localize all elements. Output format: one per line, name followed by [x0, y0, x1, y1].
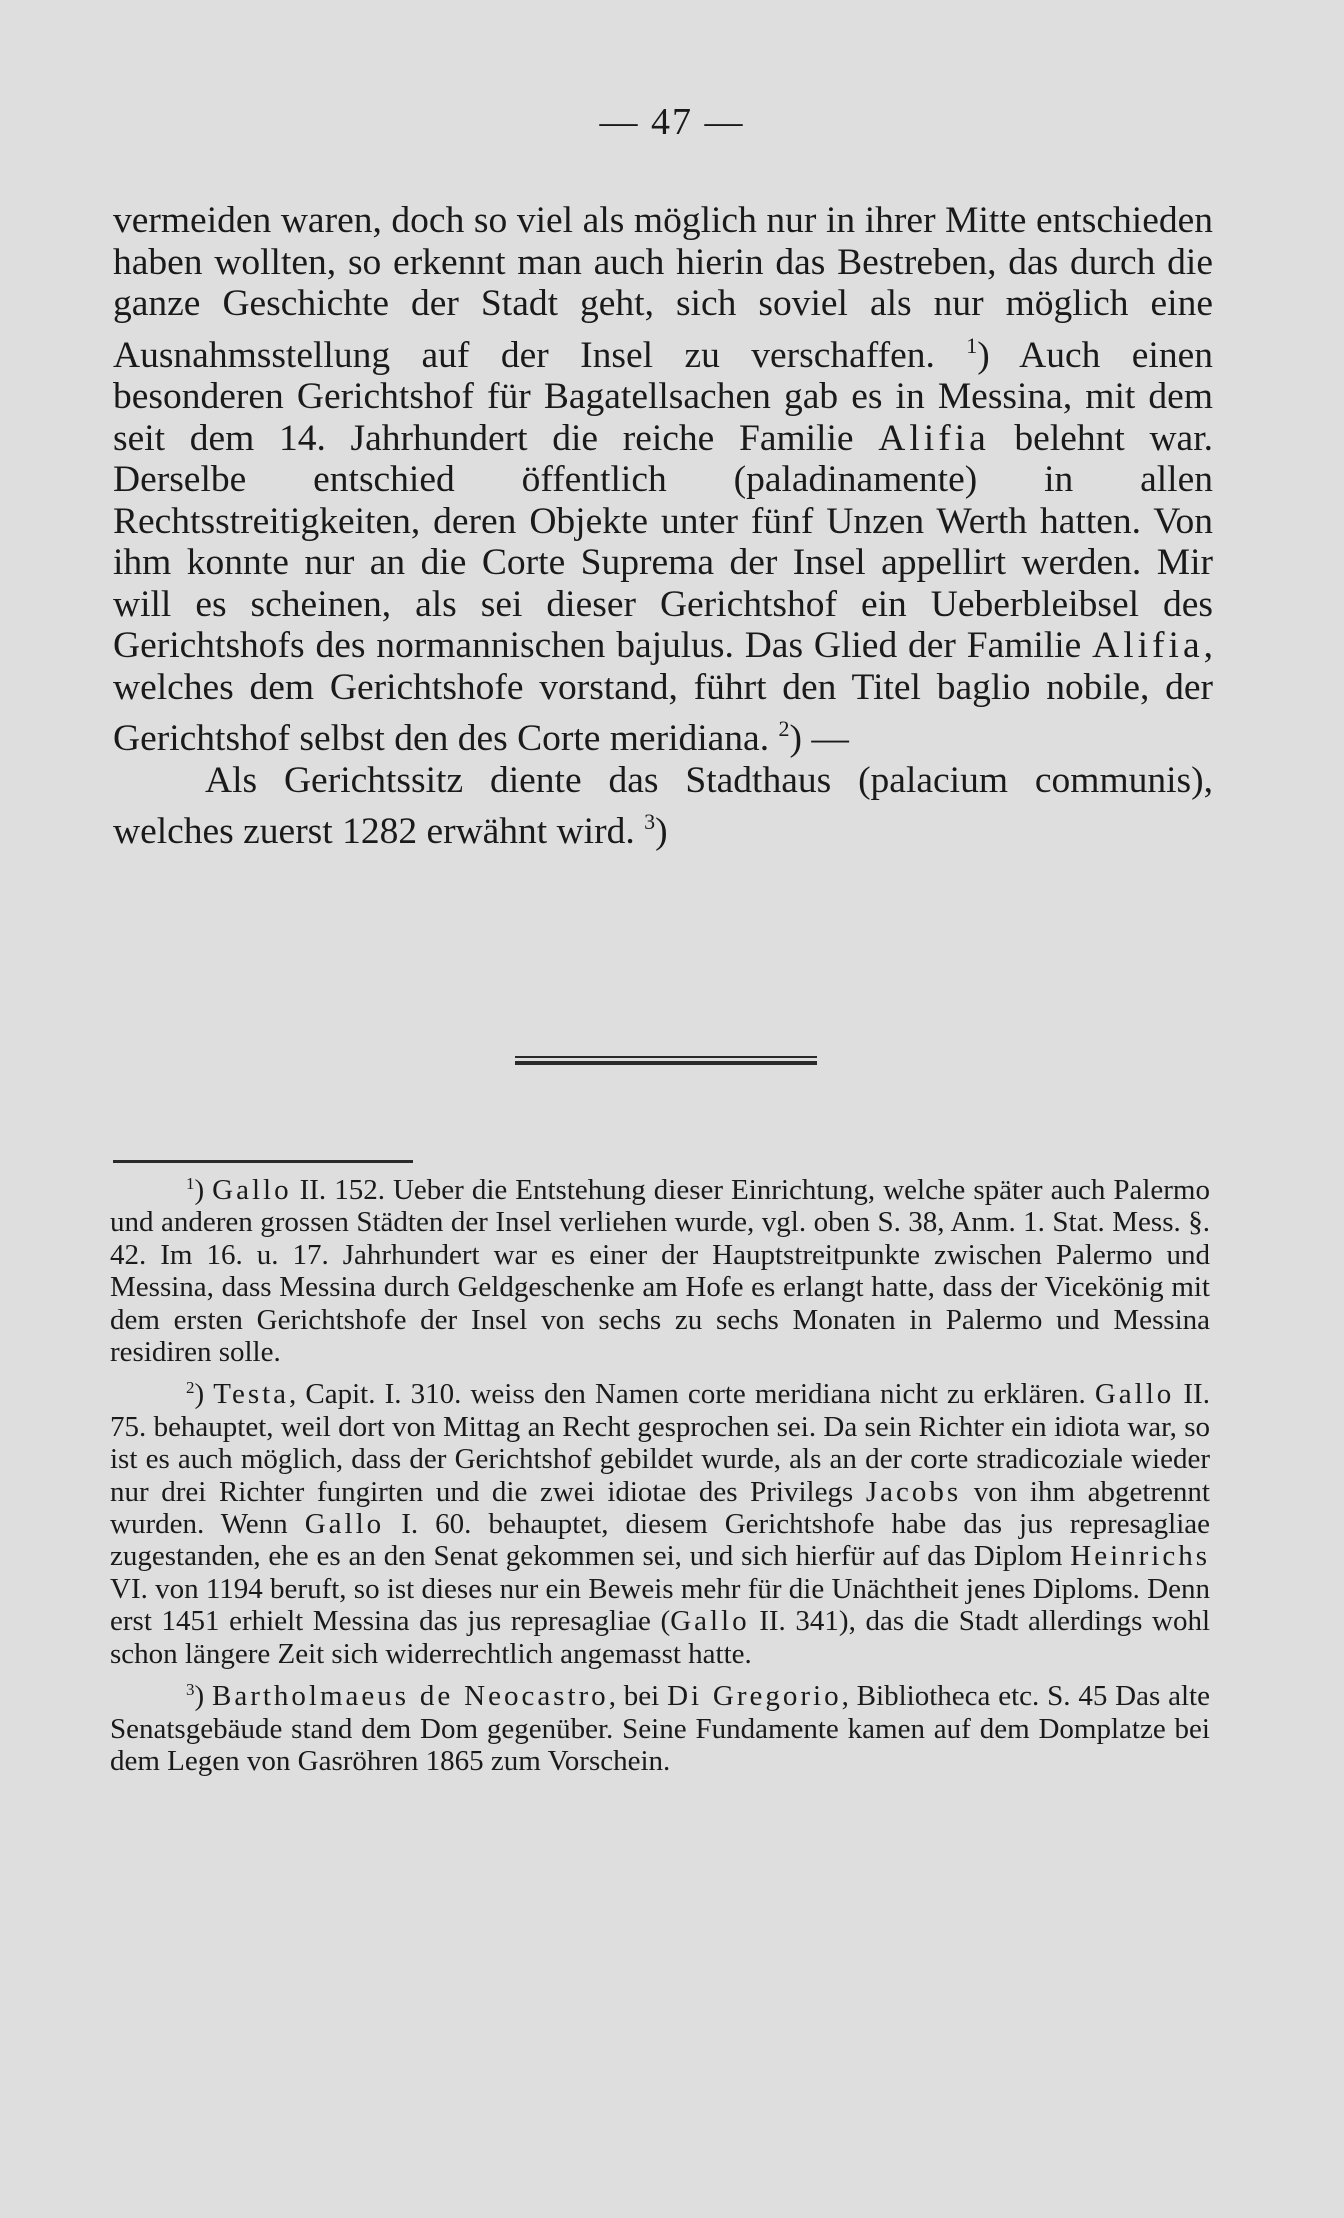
footnote-2-author-testa: Testa: [213, 1378, 290, 1411]
footnote-2-name-heinrichs: Heinrichs: [1070, 1540, 1210, 1573]
footnote-ref-2: 2: [778, 716, 790, 741]
spaced-name-alifia: Alifia: [878, 417, 990, 459]
footnote-1-author: Gallo: [212, 1174, 292, 1206]
footnote-ref-3: 3: [644, 809, 656, 834]
p1-text-e: ) —: [789, 718, 849, 759]
footnote-1-marker: 1: [186, 1174, 195, 1193]
footnote-2-marker: 2: [186, 1378, 195, 1398]
main-text: [113, 200, 1213, 853]
p2-text-a: Als Gerichtssitz diente das Stadthaus (palacium communis), welches zuerst 1282 erwähnt wird.: [113, 759, 1213, 852]
footnote-2-text-e: VI. von 1194 beruft, so ist dieses nur ein Beweis mehr für die Unächtheit jenes Diploms. Denn erst 1451 erhielt Messina das jus represagliae (: [110, 1572, 1210, 1638]
footnote-3-author-digregorio: Di Gregorio: [667, 1680, 842, 1713]
divider-thin-line: [515, 1056, 817, 1058]
footnote-2: $^2$) Testa, Capit. I. 310. weiss den Namen corte meridiana nicht zu erklären. Gallo II. 75. behauptet, weil dort von Mittag an Recht gesprochen sei. Da sein Richter ein idiota war, so ist es auch möglich, dass der Gerichtshof gebildet wurde, als an der corte stradicoziale wieder nur drei Richter fungirten und die zwei idiotae des Privilegs Jacobs von ihm abgetrennt wurden. Wenn Gallo I. 60. behauptet, diesem Gerichtshofe habe das jus represagliae zugestanden, ehe es an den Senat gekommen sei, und sich hierfür auf das Diplom Heinrichs VI. von 1194 beruft, so ist dieses nur ein Beweis mehr für die Unächtheit jenes Diploms. Denn erst 1451 erhielt Messina das jus represagliae (Gallo II. 341), das die Stadt allerdings wohl schon längere Zeit sich widerrechtlich angemasst hatte.: [110, 1378, 1210, 1670]
p1-text-d: , welches dem Gerichtshofe vorstand, führt den Titel baglio nobile, der Gerichtshof selbst den des Corte meridiana.: [113, 625, 1213, 759]
p1-text-a: vermeiden waren, doch so viel als möglich nur in ihrer Mitte entschieden haben wollten, so erkennt man auch hierin das Bestreben, das durch die ganze Geschichte der Stadt geht, sich soviel als nur möglich eine Ausnahmsstellung auf der Insel zu verschaffen.: [113, 200, 1213, 376]
footnotes: [110, 1168, 1210, 1781]
footnote-3-text-b: , Bibliotheca etc. S. 45 Das alte Senatsgebäude stand dem Dom gegenüber. Seine Fundamente kamen auf dem Domplatze bei dem Legen von Gasröhren 1865 zum Vorschein.: [110, 1680, 1210, 1777]
page-number: — 47 —: [599, 101, 745, 143]
footnote-1-text: II. 152. Ueber die Entstehung dieser Einrichtung, welche später auch Palermo und anderen grossen Städten der Insel verliehen wurde, vgl. oben S. 38, Anm. 1. Stat. Mess. §. 42. Im 16. u. 17. Jahrhundert war es einer der Hauptstreitpunkte zwischen Palermo und Messina, dass Messina durch Geldgeschenke am Hofe es erlangt hatte, dass der Vicekönig mit dem ersten Gerichtshofe der Insel von sechs zu sechs Monaten in Palermo und Messina residiren solle.: [110, 1174, 1210, 1369]
footnote-ref-1: 1: [966, 332, 978, 358]
spaced-name-alifia-2: Alifia: [1092, 625, 1204, 666]
footnote-3: $^3$) Bartholmaeus de Neocastro, bei Di Gregorio, Bibliotheca etc. S. 45 Das alte Senatsgebäude stand dem Dom gegenüber. Seine Fundamente kamen auf dem Domplatze bei dem Legen von Gasröhren 1865 zum Vorschein.: [110, 1680, 1210, 1777]
footnote-1: $^1$) Gallo II. 152. Ueber die Entstehung dieser Einrichtung, welche später auch Palermo und anderen grossen Städten der Insel verliehen wurde, vgl. oben S. 38, Anm. 1. Stat. Mess. §. 42. Im 16. u. 17. Jahrhundert war es einer der Hauptstreitpunkte zwischen Palermo und Messina, dass Messina durch Geldgeschenke am Hofe es erlangt hatte, dass der Vicekönig mit dem ersten Gerichtshofe der Insel von sechs zu sechs Monaten in Palermo und Messina residiren solle.: [110, 1174, 1210, 1369]
divider-thick-line: [515, 1061, 817, 1065]
footnote-2-name-jacobs: Jacobs: [865, 1475, 962, 1508]
footnote-3-author-bartholmaeus: Bartholmaeus de Neocastro: [212, 1680, 609, 1713]
footnote-2-text-f: II. 341), das die Stadt allerdings wohl schon längere Zeit sich widerrechtlich angemasst hatte.: [110, 1605, 1210, 1670]
footnote-2-text-a: , Capit. I. 310. weiss den Namen corte meridiana nicht zu erklären.: [289, 1378, 1095, 1411]
p2-text-b: ): [655, 811, 668, 852]
footnote-2-author-gallo: Gallo: [1094, 1378, 1175, 1411]
footnote-2-text-c: von ihm abgetrennt wurden. Wenn: [110, 1475, 1210, 1541]
footnote-3-text-a: , bei: [608, 1680, 668, 1713]
footnote-rule: [113, 1160, 413, 1163]
section-divider: [515, 1056, 817, 1065]
footnote-2-author-gallo-2: Gallo: [304, 1508, 385, 1541]
footnote-2-author-gallo-3: Gallo: [670, 1605, 750, 1638]
footnote-2-text-d: I. 60. behauptet, diesem Gerichtshofe habe das jus represagliae zugestanden, ehe es an den Senat gekommen sei, und sich hierfür auf das Diplom: [110, 1508, 1210, 1573]
paragraph-1: [113, 200, 1213, 760]
footnote-2-text-b: II. 75. behauptet, weil dort von Mittag an Recht gesprochen sei. Da sein Richter ein idiota war, so ist es auch möglich, dass der Gerichtshof gebildet wurde, als an der corte stradicoziale wieder nur drei Richter fungirten und die zwei idiotae des Privilegs: [110, 1378, 1210, 1508]
p1-text-b: ) Auch einen besonderen Gerichtshof für Bagatellsachen gab es in Messina, mit dem seit dem 14. Jahrhundert die reiche Familie: [113, 334, 1213, 459]
footnote-3-marker: 3: [186, 1680, 195, 1700]
p1-text-c: belehnt war. Derselbe entschied öffentlich (paladinamente) in allen Rechtsstreitigkeiten, deren Objekte unter fünf Unzen Werth hatten. Von ihm konnte nur an die Corte Suprema der Insel appellirt werden. Mir will es scheinen, als sei dieser Gerichtshof ein Ueberbleibsel des Gerichtshofs des normannischen bajulus. Das Glied der Familie: [113, 417, 1213, 666]
paragraph-2: [113, 760, 1213, 853]
